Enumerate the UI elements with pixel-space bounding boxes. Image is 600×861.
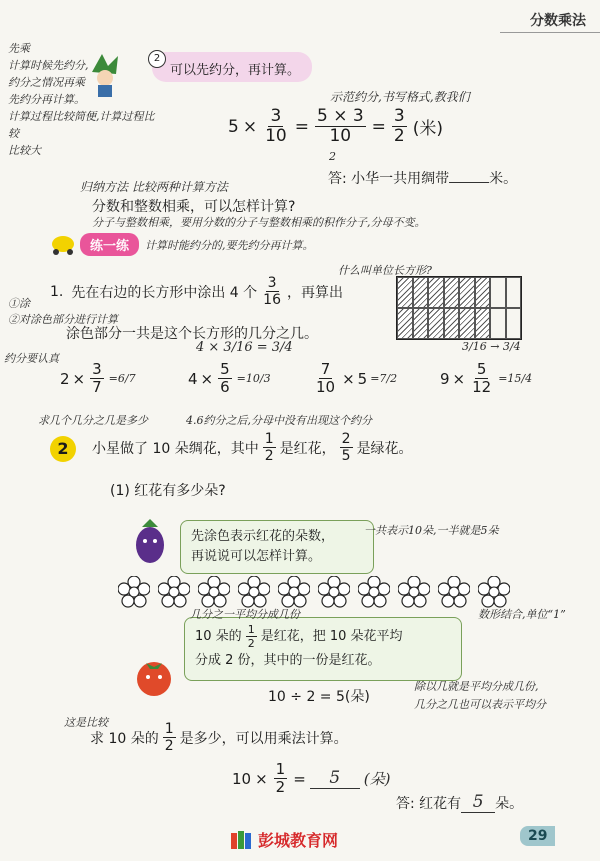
answer-suffix: 朵。 xyxy=(495,796,524,812)
ex-hw-right: 4.6约分之后,分母中没有出现这个约分 xyxy=(186,414,372,427)
ex-hw-left: 约分要认真 xyxy=(4,352,59,365)
fraction xyxy=(340,432,353,463)
integer: 5 xyxy=(357,369,368,388)
fraction xyxy=(261,276,283,307)
answer-suffix: 米。 xyxy=(489,171,518,187)
answer-2 xyxy=(396,792,523,813)
reduced-denominator: 2 xyxy=(329,150,336,163)
times-sign: × xyxy=(342,369,355,388)
margin-note: 约分之情况再乘 xyxy=(8,76,85,89)
ex-calc-item xyxy=(312,362,397,395)
problem2-statement xyxy=(92,432,413,463)
flower-icon[interactable] xyxy=(278,576,310,608)
question-text: 求 10 朵的 xyxy=(90,730,159,747)
ex-text: ，再算出 xyxy=(287,284,343,301)
grid-cell[interactable] xyxy=(475,277,491,308)
integer: 2 xyxy=(60,369,70,388)
right-hw-line: 几分之几也可以表示平均分 xyxy=(414,698,546,711)
times-sign: × xyxy=(200,369,214,388)
numerator: 3 xyxy=(393,106,405,126)
rect-result: 3/16 → 3/4 xyxy=(462,340,521,353)
problem-text: 是红花， xyxy=(279,440,336,457)
margin-notes xyxy=(8,40,158,159)
flower-row xyxy=(118,576,528,612)
numerator: 1 xyxy=(275,760,286,778)
numerator: 5 × 3 xyxy=(316,106,364,126)
margin-note: 先乘 xyxy=(8,42,30,55)
flower-icon[interactable] xyxy=(198,576,230,608)
integer: 5 xyxy=(228,116,239,137)
right-hw xyxy=(414,678,594,714)
grid-cell[interactable] xyxy=(506,308,522,339)
numerator: 1 xyxy=(164,721,174,737)
denominator: 10 xyxy=(329,126,352,146)
grid-cell[interactable] xyxy=(444,308,460,339)
handwritten-note: 示范约分,书写格式,教我们 xyxy=(330,90,470,104)
answer-blank[interactable]: 5 xyxy=(461,792,495,813)
times-sign: × xyxy=(242,116,258,137)
denominator: 2 xyxy=(164,738,174,754)
practice-badge: 练一练 xyxy=(80,233,139,256)
grid-cell[interactable] xyxy=(490,308,506,339)
boy-illustration xyxy=(88,52,122,102)
denominator: 6 xyxy=(220,378,230,396)
eggplant-illustration xyxy=(130,515,170,569)
times-sign: × xyxy=(255,769,268,788)
section-title: 分数乘法 xyxy=(530,13,586,29)
tomato-illustration xyxy=(132,655,176,703)
grid-cell[interactable] xyxy=(428,277,444,308)
margin-note: 计算时候先约分, xyxy=(8,59,89,72)
result-blank[interactable]: 5 xyxy=(310,768,360,789)
flower-icon[interactable] xyxy=(358,576,390,608)
practice-hw: 计算时能约分的,要先约分再计算。 xyxy=(145,238,314,252)
grid-cell[interactable] xyxy=(490,277,506,308)
grid-cell[interactable] xyxy=(413,308,429,339)
denominator: 5 xyxy=(341,448,351,464)
ex-calc-item xyxy=(440,362,532,395)
flower-icon[interactable] xyxy=(318,576,350,608)
page-header xyxy=(0,0,600,40)
ex1-line-1 xyxy=(50,276,343,307)
rect-hw: 什么叫单位长方形? xyxy=(338,264,432,277)
denominator: 16 xyxy=(263,292,281,308)
explanation-bubble xyxy=(184,617,462,681)
practice-header xyxy=(50,233,314,256)
grid-cell[interactable] xyxy=(413,277,429,308)
thought-text: 可以先约分，再计算。 xyxy=(170,63,301,78)
fraction xyxy=(314,362,337,395)
explanation-line xyxy=(195,624,451,649)
calc-line-1 xyxy=(228,108,443,145)
grid-cell[interactable] xyxy=(459,308,475,339)
question-2 xyxy=(90,722,348,753)
grid-cell[interactable] xyxy=(397,277,413,308)
numerator: 7 xyxy=(320,360,331,378)
logo-text: 彭城教育网 xyxy=(258,831,339,850)
q2-hw: 这是比较 xyxy=(64,716,108,729)
denominator: 2 xyxy=(393,126,405,146)
times-sign: × xyxy=(452,369,466,388)
hint-bubble xyxy=(180,520,374,574)
fraction xyxy=(392,108,407,145)
work: =7/2 xyxy=(370,372,398,385)
hint-line: 先涂色表示红花的朵数， xyxy=(191,529,335,544)
ex1-hw-left-1: ①涂 xyxy=(8,297,30,310)
grid-cell[interactable] xyxy=(506,277,522,308)
unit: (朵) xyxy=(363,770,391,788)
denominator: 2 xyxy=(275,778,286,796)
work: =15/4 xyxy=(498,372,533,385)
ex1-calc: 4 × 3/16 = 3/4 xyxy=(196,340,293,355)
flower-icon[interactable] xyxy=(438,576,470,608)
grid-cell[interactable] xyxy=(459,277,475,308)
work: =6/7 xyxy=(108,372,136,385)
right-hw-line: 除以几就是平均分成几份, xyxy=(414,680,539,693)
denominator: 10 xyxy=(316,378,336,396)
problem-text: 是绿花。 xyxy=(356,440,413,457)
numerator: 3 xyxy=(270,106,282,126)
ex-text: 先在右边的长方形中涂出 4 个 xyxy=(71,284,258,301)
integer: 4 xyxy=(188,369,198,388)
fraction xyxy=(246,624,257,649)
fraction xyxy=(90,362,104,395)
denominator: 2 xyxy=(264,448,274,464)
explanation-text: 是红花，把 10 朵花平均 xyxy=(260,628,403,644)
margin-note: 比较大 xyxy=(8,144,41,157)
answer-blank xyxy=(449,182,489,183)
problem-badge: 2 xyxy=(50,436,76,462)
page-number: 29 xyxy=(520,826,555,846)
fraction xyxy=(163,722,176,753)
grid-cell[interactable] xyxy=(444,277,460,308)
fraction xyxy=(263,108,289,145)
flower-hw: 数形结合,单位“1” xyxy=(478,608,566,621)
thought-tag: 2 xyxy=(148,50,166,68)
ex-hw-bottom: 求几个几分之几是多少 xyxy=(38,414,148,427)
equals-sign: = xyxy=(371,116,386,137)
equals-sign: = xyxy=(294,116,309,137)
site-logo xyxy=(230,828,338,851)
ex-calc-row xyxy=(60,362,580,418)
numerator: 3 xyxy=(92,360,102,378)
ex1-hw-left-2: ②对涂色部分进行计算 xyxy=(8,313,118,326)
numerator: 5 xyxy=(476,360,487,378)
answer-1 xyxy=(328,168,517,188)
fraction xyxy=(218,362,232,395)
integer: 10 xyxy=(232,769,252,788)
division-equation: 10 ÷ 2 = 5(朵) xyxy=(268,689,370,705)
ex-calc-item xyxy=(188,362,271,395)
work: =10/3 xyxy=(236,372,271,385)
hint-line: 再说说可以怎样计算。 xyxy=(191,549,322,564)
flower-icon[interactable] xyxy=(158,576,190,608)
answer-text: 答: 红花有 xyxy=(396,796,462,812)
margin-note: 计算过程比较简便,计算过程比较 xyxy=(8,110,155,140)
thought-bubble xyxy=(152,52,312,82)
flower-icon[interactable] xyxy=(238,576,270,608)
grid-rectangle[interactable] xyxy=(396,276,522,340)
flower-icon[interactable] xyxy=(118,576,150,608)
ex1-line-2: 涂色部分一共是这个长方形的几分之几。 xyxy=(66,326,318,342)
lemon-car-icon xyxy=(50,234,76,256)
flower-icon[interactable] xyxy=(478,576,510,608)
header-divider xyxy=(500,32,600,33)
flower-icon[interactable] xyxy=(398,576,430,608)
margin-note: 先约分再计算。 xyxy=(8,93,85,106)
fraction xyxy=(263,432,276,463)
numerator: 1 xyxy=(264,431,274,447)
answer-text: 答: 小华一共用绸带 xyxy=(328,171,450,187)
grid-cell[interactable] xyxy=(397,308,413,339)
bubble2-hw: 几分之一平均分成几份 xyxy=(190,608,300,621)
explanation-line: 分成 2 份，其中的一份是红花。 xyxy=(195,653,381,668)
book-logo-icon xyxy=(230,829,252,851)
explanation-text: 10 朵的 xyxy=(195,628,242,644)
problem-text: 小星做了 10 朵绸花，其中 xyxy=(92,440,259,457)
fraction xyxy=(315,108,366,145)
numerator: 5 xyxy=(220,360,230,378)
grid-cell[interactable] xyxy=(475,308,491,339)
unit: (米) xyxy=(412,119,443,139)
bubble1-hw: 一共表示10朵,一半就是5朵 xyxy=(364,524,499,537)
ex-calc-item xyxy=(60,362,136,395)
numerator: 3 xyxy=(267,275,277,291)
ex-number: 1. xyxy=(50,283,64,300)
reflect-question: 分数和整数相乘，可以怎样计算? xyxy=(92,199,296,215)
equals-sign: = xyxy=(293,769,306,788)
denominator: 12 xyxy=(472,378,492,396)
grid-cell[interactable] xyxy=(428,308,444,339)
fraction xyxy=(274,762,288,795)
denominator: 2 xyxy=(247,637,255,650)
denominator: 10 xyxy=(265,126,287,146)
reflect-hw-1: 归纳方法 比较两种计算方法 xyxy=(80,180,228,194)
denominator: 7 xyxy=(92,378,102,396)
numerator: 1 xyxy=(247,623,255,636)
question-text: 是多少，可以用乘法计算。 xyxy=(179,730,348,747)
multiplication-equation xyxy=(232,762,391,795)
reflect-hw-2: 分子与整数相乘，要用分数的分子与整数相乘的积作分子,分母不变。 xyxy=(92,216,426,229)
fraction xyxy=(470,362,493,395)
question-1: (1) 红花有多少朵? xyxy=(110,483,226,499)
times-sign: × xyxy=(72,369,86,388)
integer: 9 xyxy=(440,369,450,388)
numerator: 2 xyxy=(341,431,351,447)
